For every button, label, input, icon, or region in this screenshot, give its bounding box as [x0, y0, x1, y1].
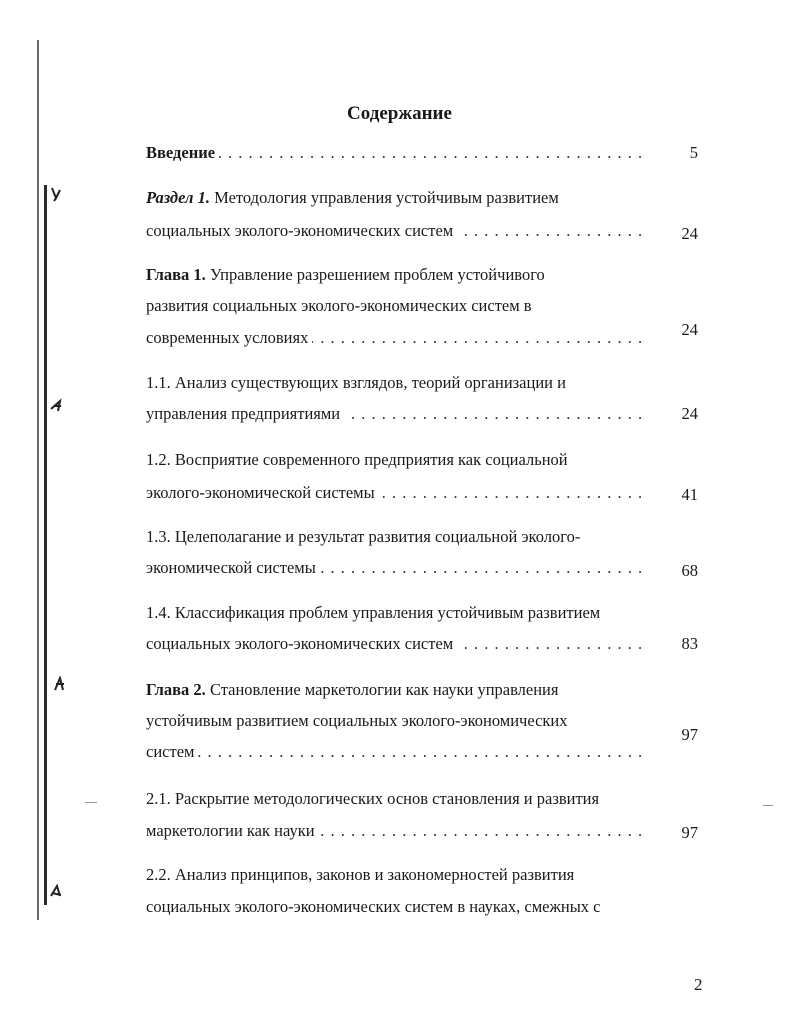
toc-entry-last-line: [146, 404, 646, 424]
toc-entry-prefix: Глава 1.: [146, 265, 206, 284]
toc-entry-line: 2.2. Анализ принципов, законов и закономерностей развития: [146, 865, 575, 884]
toc-page-number: 41: [681, 485, 698, 504]
toc-entry-line: [146, 265, 545, 285]
toc-entry-text: управления предприятиями: [146, 404, 344, 423]
toc-entry-last-line: [146, 328, 646, 348]
toc-entry-text: Управление разрешением проблем устойчивого: [209, 265, 545, 284]
toc-entry-line: социальных эколого-экономических систем в науках, смежных с: [146, 897, 601, 916]
toc-entry-text: эколого-экономической системы: [146, 483, 379, 502]
toc-entry-text: Становление маркетологии как науки управления: [209, 680, 559, 699]
toc-entry-line: устойчивым развитием социальных эколого-экономических: [146, 711, 568, 730]
scan-speck: [763, 805, 773, 806]
toc-entry-line: 1.1. Анализ существующих взглядов, теорий организации и: [146, 373, 566, 392]
page-title: Содержание: [347, 103, 452, 124]
toc-entry-text: социальных эколого-экономических систем: [146, 221, 457, 240]
toc-entry-text: современных условиях: [146, 328, 312, 347]
toc-entry-prefix: Раздел 1.: [146, 188, 210, 207]
toc-entry-last-line: [146, 221, 646, 241]
toc-entry-line: [146, 680, 558, 700]
binding-line-thick: [44, 185, 47, 905]
toc-entry-label: Введение: [146, 143, 219, 162]
toc-entry-line: развития социальных эколого-экономических систем в: [146, 296, 532, 315]
toc-entry-last-line: [146, 558, 646, 578]
toc-entry-line: 1.2. Восприятие современного предприятия как социальной: [146, 450, 568, 469]
toc-page-number: 24: [681, 404, 698, 423]
toc-entry-last-line: [146, 821, 646, 841]
toc-entry-line: 1.4. Классификация проблем управления устойчивым развитием: [146, 603, 601, 622]
toc-page-number: 5: [689, 143, 698, 162]
toc-entry-last-line: [146, 483, 646, 503]
toc-page-number: 97: [681, 725, 698, 744]
toc-entry-introduction: [146, 143, 646, 163]
toc-entry-line: [146, 188, 559, 208]
toc-entry-line: 2.1. Раскрытие методологических основ становления и развития: [146, 789, 600, 808]
binding-line: [37, 40, 39, 920]
binding-mark-icon: [50, 397, 62, 413]
toc-page-number: 97: [681, 823, 698, 842]
toc-entry-line: 1.3. Целеполагание и результат развития социальной эколого-: [146, 527, 581, 546]
toc-entry-text: маркетологии как науки: [146, 821, 319, 840]
toc-entry-text: Методология управления устойчивым развитием: [214, 188, 559, 207]
scan-speck: [85, 802, 97, 803]
toc-page-number: 24: [681, 320, 698, 339]
binding-mark-icon: [50, 883, 62, 899]
toc-page-number: 24: [681, 224, 698, 243]
toc-entry-text: систем: [146, 742, 198, 761]
toc-entry-last-line: [146, 742, 646, 762]
binding-mark-icon: [50, 186, 62, 202]
toc-entry-prefix: Глава 2.: [146, 680, 206, 699]
toc-entry-text: экономической системы: [146, 558, 320, 577]
toc-entry-text: социальных эколого-экономических систем: [146, 634, 457, 653]
binding-mark-icon: [53, 676, 65, 692]
toc-page-number: 83: [681, 634, 698, 653]
toc-page-number: 68: [681, 561, 698, 580]
toc-entry-last-line: [146, 634, 646, 654]
page-number: 2: [694, 975, 703, 994]
